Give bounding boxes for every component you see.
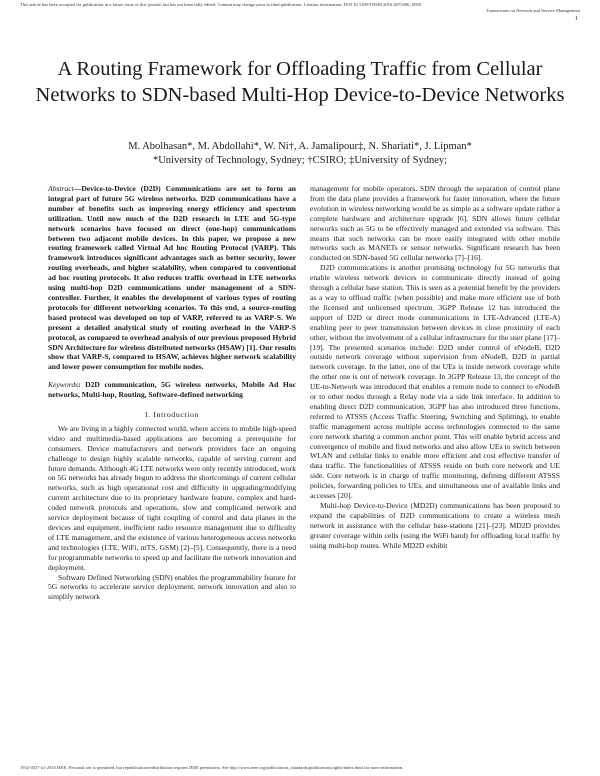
copyright-footer: 1932-4537 (c) 2016 IEEE. Personal use is permitted, but republication/redistribution requires IEEE permission. See http://www.ieee.org/publications_standards/publications/rights/index.html for more information. [20,765,404,770]
section-heading-introduction: I. Introduction [144,410,200,420]
abstract [48,184,296,372]
keywords-text: : D2D communication, 5G wireless networks, Mobile Ad Hoc networks, Multi-hop, Routing, Software-defined networking [48,380,296,400]
right-paragraph-1: management for mobile operators. SDN through the separation of control plane from the data plane provides a framework for faster innovation, where the future evolution in wireless networking would be as simple as a software update rather a complete hardware and architecture upgrade [6]. SDN allows future cellular networks such as 5G to be effectively managed and extended via software. This means that such networks can be more easily integrated with other mobile networks such as MANETs or sensor networks. Significant research has been conducted on SDN-based 5G cellular networks [7]–[16]. [310,184,560,263]
paper-title: A Routing Framework for Offloading Traffic from Cellular Networks to SDN-based Multi-Hop Device-to-Device Networks [35,58,565,106]
publication-note-line2: Transactions on Network and Service Management [485,8,580,13]
affiliations: *University of Technology, Sydney; †CSIRO; ‡University of Sydney; [152,155,448,166]
abstract-lead: Abstract [48,184,74,193]
right-paragraph-3: Multi-hop Device-to-Device (MD2D) communications has been proposed to expand the capabilities of D2D communications to create a wireless mesh network in assistance with the cellular base-stations [21]–[23]. MD2D provides greater coverage within cells (using the WiFi band) for offloading local traffic by using multi-hop routes. While MD2D exhibit [310,501,560,550]
keywords [48,380,296,400]
publication-note-line1: This article has been accepted for publication in a future issue of this journal, but has not been fully edited. Content may change prior to final publication. Citation information: DOI 10.1109/TNSM.2016.2675496, IEEE [20,2,422,7]
right-column [310,184,560,551]
keywords-lead: Keywords [48,380,79,390]
publication-note [20,2,580,14]
page-number: 1 [575,16,578,22]
author-list: M. Abolhasan*, M. Abdollahi*, W. Ni†, A. Jamalipour‡, N. Shariati*, J. Lipman* [128,141,472,152]
intro-paragraph-2: Software Defined Networking (SDN) enables the programmability feature for 5G networks to accelerate service deployment, network innovation and also to simplify network [48,572,296,602]
intro-paragraph-1: We are living in a highly connected world, where access to mobile high-speed video and multimedia-based applications are becoming a prerequisite for consumers. Device manufacturers and network providers face an ongoing challenge to design highly scalable networks, capable of serving current and future demands. Although 4G LTE networks were only recently introduced, work on 5G networks has already begun to address the shortcomings of current cellular networks, such as high operational cost and difficulty in upgrading/modifying current architecture due to its proprietary hardware feature, complex and hard-coded network protocols and operations, slow and complicated network and service deployment because of tight coupling of control and data planes in the devices and equipment, inefficient radio resource management due to difficulty of LTE management, and the existence of various heterogeneous access networks and technologies (LTE, WiFi, mTS, GSM) [2]–[5]. Consequently, there is a need for programmable networks to speed up and facilitate the network innovation and deployment. [48,423,296,572]
abstract-text: —Device-to-Device (D2D) Communications are set to form an integral part of future 5G wireless networks. D2D communications have a number of benefits such as improving energy efficiency and spectrum utilization. Until now much of the D2D research in LTE and 5G-type network scenarios have focused on direct (one-hop) communications between two adjacent mobile devices. In this paper, we propose a new routing framework called Virtual Ad hoc Routing Protocol (VARP). This framework introduces significant advantages such as better security, lower routing overheads, and higher scalability, when compared to conventional ad hoc routing protocols. It also reduces traffic overhead in LTE networks using multi-hop D2D communications under management of a SDN-controller. Further, it enables the development of various types of routing protocols for different networking scenarios. To this end, a source-routing based protocol was developed on top of VARP, referred to as VARP-S. We present a detailed analytical study of routing overhead in the VARP-S protocol, as compared to overhead analysis of our previous proposed Hybrid SDN Architecture for wireless distributed networks (HSAW) [1]. Our results show that VARP-S, compared to HSAW, achieves higher network scalability and lower power consumption for mobile nodes. [48,184,296,372]
left-column [48,184,296,602]
right-paragraph-2: D2D communications is another promising technology for 5G networks that enable wireless network devices to communicate directly instead of going through a cellular base station. This is seen as a potential benefit by the providers as a way to offload traffic (when possible) and make more efficient use of both the licensed and unlicensed spectrum. 3GPP Release 12 has introduced the support of D2D or direct mode communications in LTE-Advanced (LTE-A) enabling peer to peer transmission between devices in close proximity of each other, without the involvement of a cellular infrastructure for the user plane [17]–[19]. The presented scenarios include: D2D under control of eNodeB, D2D outside network coverage without supervision from eNodeB, D2D in partial network coverage. In the latter, one of the UEs is inside network coverage while the other one is out of network coverage. In 3GPP Release 13, the concept of the UE-to-Network was introduced that enables a remote node to connect to eNodeB or to other nodes through a Relay node via a side link interface. In addition to enabling direct D2D communication, 3GPP has also introduced three functions, referred to ATSSS (Access Traffic Steering, Switching and Splitting), to enable traffic management across multiple access technologies connected to the same core network sharing a common anchor point. This will enable hybrid access and convergence of mobile and fixed networks and also allow UEs to switch between WLAN and cellular links to enable more efficient and cost effective transfer of data traffic. The functionalities of ATSSS reside on both core network and UE side. Core network is in charge of traffic monitoring, defining different ATSSS policies, forwarding policies to UEs, and simultaneous use of available links and accesses [20]. [310,263,560,501]
